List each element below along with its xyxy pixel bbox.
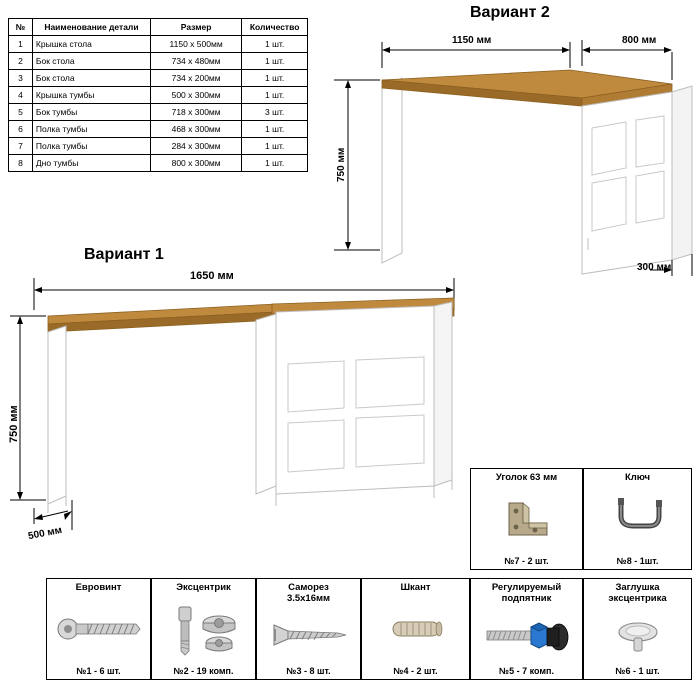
cell-qty: 1 шт. [242, 138, 308, 155]
variant2-side-dim: 300 мм [637, 262, 672, 273]
cell-size: 800 x 300мм [150, 155, 241, 172]
cell-qty: 1 шт. [242, 36, 308, 53]
cell-size: 500 x 300мм [150, 87, 241, 104]
table-row [9, 121, 308, 138]
cell-name: Крышка тумбы [32, 87, 150, 104]
cell-qty: 1 шт. [242, 121, 308, 138]
variant2-height-dim: 750 мм [336, 147, 347, 182]
table-header-name: Наименование детали [32, 19, 150, 36]
hardware-qty: №5 - 7 комп. [499, 666, 554, 676]
hardware-qty: №7 - 2 шт. [504, 556, 549, 566]
cam-lock-icon [152, 595, 255, 663]
cell-name: Бок тумбы [32, 104, 150, 121]
hardware-item-corner-bracket [470, 468, 583, 570]
cell-qty: 3 шт. [242, 104, 308, 121]
cell-number: 6 [9, 121, 33, 138]
hardware-qty: №4 - 2 шт. [393, 666, 438, 676]
dowel-icon [362, 595, 469, 663]
hardware-title-line2: 3.5x16мм [286, 593, 331, 604]
hardware-title: Евровинт [75, 582, 122, 593]
hardware-qty: №2 - 19 комп. [173, 666, 234, 676]
hardware-title-line1: Саморез [288, 582, 329, 593]
table-row [9, 155, 308, 172]
hardware-item-cam-cap [583, 578, 692, 680]
cell-name: Бок стола [32, 53, 150, 70]
variant2-drawing [320, 28, 700, 288]
cell-number: 2 [9, 53, 33, 70]
hardware-title-line2: подпятник [501, 593, 552, 604]
cam-cap-icon [584, 611, 691, 663]
hardware-item-adjustable-foot [470, 578, 583, 680]
table-row [9, 87, 308, 104]
cell-size: 284 x 300мм [150, 138, 241, 155]
hardware-qty: №6 - 1 шт. [615, 666, 660, 676]
hardware-title: Уголок 63 мм [495, 472, 558, 483]
table-row [9, 53, 308, 70]
variant1-width-dim: 1650 мм [190, 270, 234, 282]
table-header-qty: Количество [242, 19, 308, 36]
cell-qty: 1 шт. [242, 70, 308, 87]
table-row [9, 70, 308, 87]
variant1-depth-dim: 500 мм [27, 524, 64, 543]
cell-name: Полка тумбы [32, 138, 150, 155]
cell-qty: 1 шт. [242, 53, 308, 70]
table-header-row [9, 19, 308, 36]
variant2-width-dim: 1150 мм [452, 35, 492, 46]
table-row [9, 36, 308, 53]
hardware-item-hex-key [583, 468, 692, 570]
cell-size: 734 x 200мм [150, 70, 241, 87]
variant1-drawing [4, 268, 474, 568]
hex-key-icon [584, 485, 691, 553]
variant2-title: Вариант 2 [470, 4, 550, 21]
hardware-qty: №8 - 1шт. [616, 556, 659, 566]
table-header-size: Размер [150, 19, 241, 36]
cell-number: 7 [9, 138, 33, 155]
cell-number: 1 [9, 36, 33, 53]
hardware-title [257, 579, 360, 604]
parts-table [8, 18, 308, 172]
cell-qty: 1 шт. [242, 155, 308, 172]
self-tapping-screw-icon [257, 607, 360, 663]
table-header-number: № [9, 19, 33, 36]
cell-size: 468 x 300мм [150, 121, 241, 138]
cell-number: 3 [9, 70, 33, 87]
hardware-title-line1: Заглушка [615, 582, 660, 593]
hardware-qty: №3 - 8 шт. [286, 666, 331, 676]
cell-size: 734 x 480мм [150, 53, 241, 70]
corner-bracket-icon [471, 485, 582, 553]
variant1-title: Вариант 1 [84, 246, 164, 263]
table-row [9, 104, 308, 121]
hardware-title: Эксцентрик [176, 582, 231, 593]
hardware-title [584, 579, 691, 604]
euro-screw-icon [47, 595, 150, 663]
hardware-item-self-tapping-screw [256, 578, 361, 680]
cell-size: 1150 x 500мм [150, 36, 241, 53]
cell-name: Полка тумбы [32, 121, 150, 138]
hardware-item-euro-screw [46, 578, 151, 680]
hardware-qty: №1 - 6 шт. [76, 666, 121, 676]
hardware-title: Ключ [624, 472, 651, 483]
cell-name: Дно тумбы [32, 155, 150, 172]
cell-qty: 1 шт. [242, 87, 308, 104]
cell-size: 718 x 300мм [150, 104, 241, 121]
hardware-item-dowel [361, 578, 470, 680]
table-row [9, 138, 308, 155]
hardware-title [471, 579, 582, 604]
cell-number: 4 [9, 87, 33, 104]
adjustable-foot-icon [471, 609, 582, 663]
cell-name: Крышка стола [32, 36, 150, 53]
cell-number: 5 [9, 104, 33, 121]
hardware-title-line2: эксцентрика [608, 593, 667, 604]
variant1-height-dim: 750 мм [8, 405, 20, 443]
hardware-title-line1: Регулируемый [491, 582, 562, 593]
hardware-item-cam-lock [151, 578, 256, 680]
cell-number: 8 [9, 155, 33, 172]
variant2-depth-dim: 800 мм [622, 35, 657, 46]
hardware-title: Шкант [400, 582, 431, 593]
cell-name: Бок стола [32, 70, 150, 87]
